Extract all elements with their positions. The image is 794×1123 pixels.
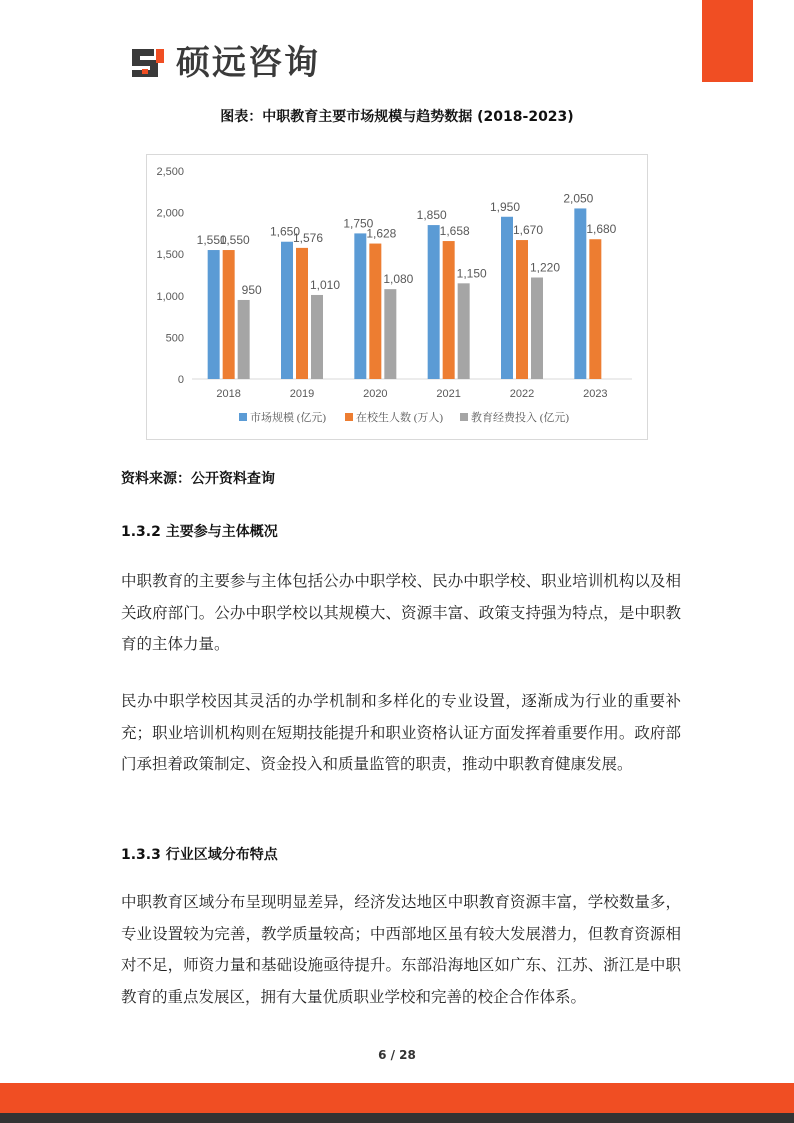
- bar-2018-series-2: [223, 250, 235, 379]
- section-heading-1-3-3: 1.3.3 行业区域分布特点: [121, 847, 278, 863]
- header-accent-block: [702, 0, 753, 82]
- data-label: 1,750: [343, 216, 374, 231]
- section-heading-1-3-2: 1.3.2 主要参与主体概况: [121, 524, 278, 540]
- logo-mark-icon: [128, 43, 168, 83]
- footer-bar: [0, 1083, 794, 1113]
- bar-2022-series-2: [516, 240, 528, 379]
- source-note: 资料来源：公开资料查询: [121, 471, 275, 487]
- data-label: 1,576: [292, 230, 324, 245]
- bar-2019-series-2: [296, 248, 308, 379]
- paragraph-participants-2: 民办中职学校因其灵活的办学机制和多样化的专业设置，逐渐成为行业的重要补充；职业培训机构则在短期技能提升和职业资格认证方面发挥着重要作用。政府部门承担着政策制定、资金投入和质量监管的职责，推动中职教育健康发展。: [121, 692, 681, 773]
- bar-2022-series-1: [501, 217, 513, 379]
- bar-2023-series-1: [574, 208, 586, 379]
- data-label: 1,628: [366, 226, 397, 241]
- legend-label: 教育经费投入 (亿元): [471, 412, 570, 424]
- data-label: 2,050: [563, 191, 594, 206]
- bar-2022-series-3: [531, 277, 543, 379]
- bar-2018-series-1: [208, 250, 220, 379]
- data-label: 1,650: [269, 224, 301, 239]
- paragraph-regional-distribution: 中职教育区域分布呈现明显差异，经济发达地区中职教育资源丰富，学校数量多，专业设置较为完善，教学质量较高；中西部地区虽有较大发展潜力，但教育资源相对不足，师资力量和基础设施亟待提升。东部沿海地区如广东、江苏、浙江是中职教育的重点发展区，拥有大量优质职业学校和完善的校企合作体系。: [121, 893, 681, 1006]
- bar-2019-series-3: [311, 295, 323, 379]
- data-label: 1,670: [512, 223, 544, 238]
- data-label: 1,550: [219, 233, 250, 248]
- chart-container: [146, 154, 648, 440]
- bar-2020-series-2: [369, 244, 381, 379]
- legend-label: 在校生人数 (万人): [356, 412, 444, 424]
- bar-2018-series-3: [238, 300, 250, 379]
- paragraph-participants-1: 中职教育的主要参与主体包括公办中职学校、民办中职学校、职业培训机构以及相关政府部门。公办中职学校以其规模大、资源丰富、政策支持强为特点，是中职教育的主体力量。: [121, 572, 681, 653]
- data-label: 1,850: [416, 208, 447, 223]
- x-tick-label: 2021: [436, 388, 461, 400]
- data-label: 1,680: [586, 222, 617, 237]
- legend-swatch: [239, 413, 247, 421]
- bar-2021-series-1: [428, 225, 440, 379]
- x-tick-label: 2022: [509, 388, 535, 400]
- bar-2020-series-3: [384, 289, 396, 379]
- data-label: 1,080: [383, 272, 414, 287]
- x-tick-label: 2019: [289, 388, 315, 400]
- data-label: 1,010: [309, 277, 341, 292]
- bar-2019-series-1: [281, 242, 293, 379]
- footer-strip: [0, 1113, 794, 1123]
- y-tick-label: 500: [165, 332, 184, 345]
- y-tick-label: 2,500: [156, 166, 184, 178]
- bar-2021-series-2: [443, 241, 455, 379]
- data-label: 1,658: [439, 224, 470, 239]
- chart-title: 图表：中职教育主要市场规模与趋势数据 (2018-2023): [220, 109, 574, 125]
- logo-text: 硕远咨询: [176, 43, 320, 83]
- page-number: 6 / 28: [378, 1048, 416, 1062]
- y-tick-label: 1,500: [156, 249, 184, 262]
- bar-2021-series-3: [458, 283, 470, 379]
- legend-label: 市场规模 (亿元): [250, 412, 327, 424]
- data-label: 950: [241, 282, 262, 297]
- data-label: 1,150: [456, 266, 487, 281]
- y-tick-label: 1,000: [156, 290, 184, 303]
- x-tick-label: 2018: [216, 388, 241, 400]
- x-tick-label: 2020: [363, 388, 388, 400]
- legend-swatch: [345, 413, 353, 421]
- x-tick-label: 2023: [583, 388, 608, 400]
- data-label: 1,950: [489, 199, 521, 214]
- data-label: 1,550: [196, 233, 227, 248]
- bar-2020-series-1: [354, 233, 366, 379]
- bar-2023-series-2: [589, 239, 601, 379]
- y-tick-label: 0: [177, 374, 184, 386]
- bar-chart: [147, 155, 647, 439]
- company-logo: [128, 42, 320, 84]
- y-tick-label: 2,000: [156, 207, 184, 220]
- data-label: 1,220: [529, 260, 561, 275]
- legend-swatch: [460, 413, 468, 421]
